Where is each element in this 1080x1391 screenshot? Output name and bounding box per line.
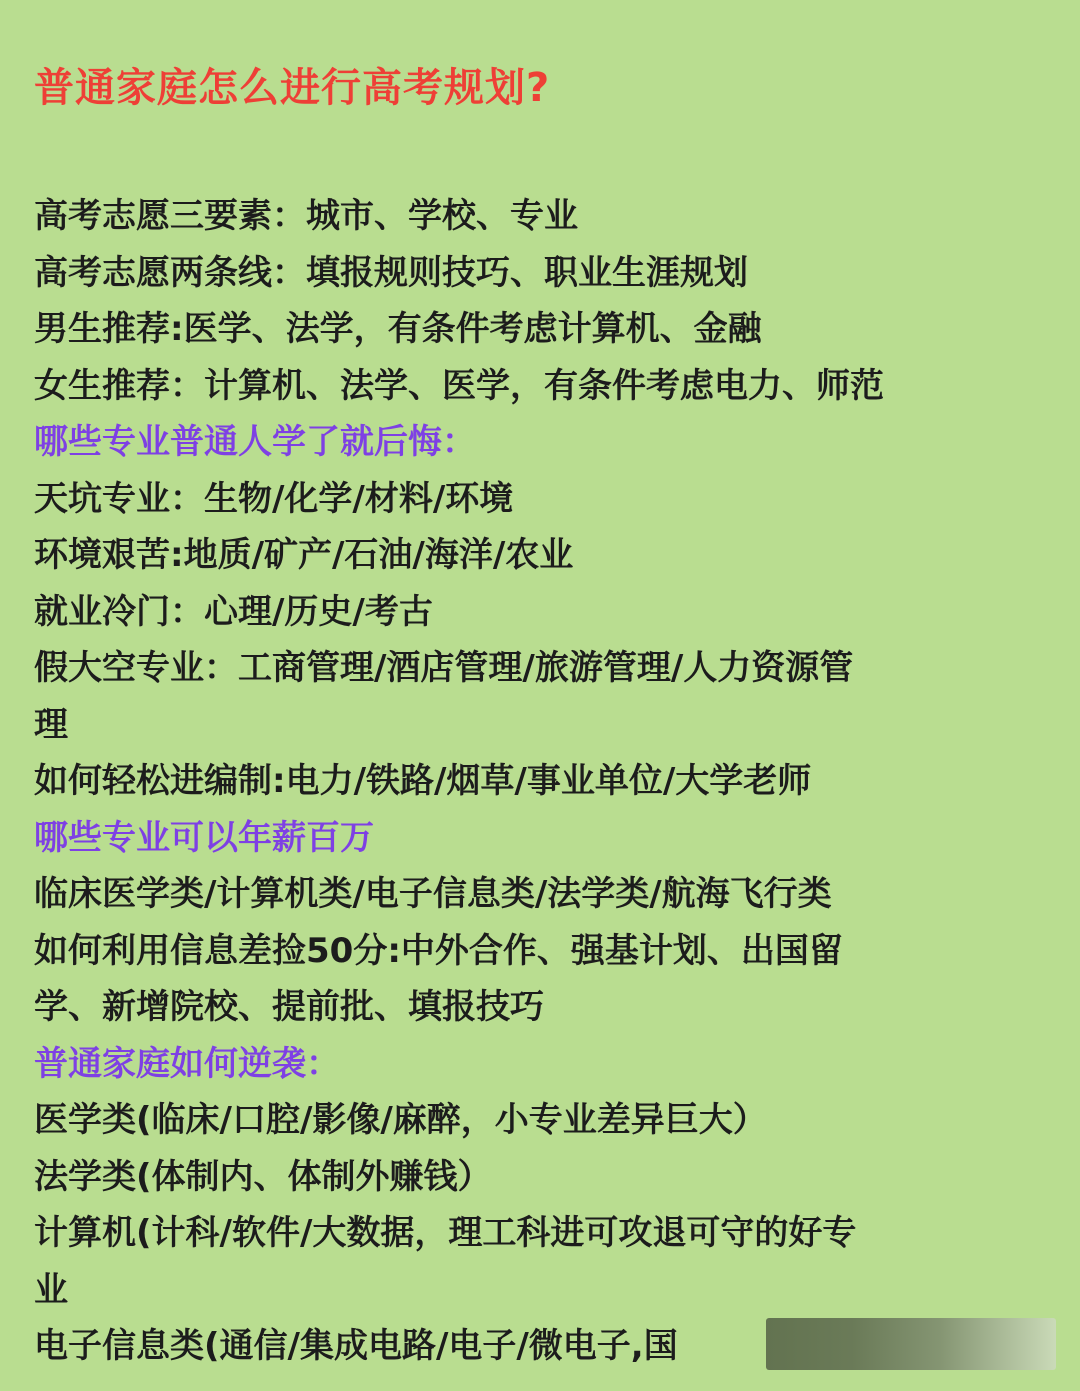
text-line: 就业冷门：心理/历史/考古 (34, 591, 433, 632)
content-body (34, 188, 1064, 1375)
text-line: 高考志愿三要素：城市、学校、专业 (34, 196, 578, 236)
text-line: 女生推荐：计算机、法学、医学，有条件考虑电力、师范 (34, 365, 884, 406)
text-line: 临床医学类/计算机类/电子信息类/法学类/航海飞行类 (34, 874, 832, 914)
text-line: 高考志愿两条线：填报规则技巧、职业生涯规划 (34, 252, 748, 293)
section-heading: 哪些专业可以年薪百万 (34, 817, 374, 858)
text-line: 电子信息类(通信/集成电路/电子/微电子,国 (34, 1326, 678, 1366)
text-line: 计算机(计科/软件/大数据，理工科进可攻退可守的好专 (34, 1213, 857, 1253)
text-line: 如何利用信息差捡50分:中外合作、强基计划、出国留 (34, 930, 843, 971)
text-line: 法学类(体制内、体制外赚钱） (34, 1156, 492, 1197)
text-line: 天坑专业：生物/化学/材料/环境 (34, 478, 514, 519)
watermark-overlay (766, 1318, 1056, 1370)
text-line: 医学类(临床/口腔/影像/麻醉，小专业差异巨大） (34, 1100, 767, 1140)
page-title: 普通家庭怎么进行高考规划? (34, 65, 551, 111)
text-line: 如何轻松进编制:电力/铁路/烟草/事业单位/大学老师 (34, 761, 812, 801)
text-line: 假大空专业：工商管理/酒店管理/旅游管理/人力资源管 (34, 648, 854, 688)
text-line: 男生推荐:医学、法学，有条件考虑计算机、金融 (34, 309, 762, 349)
text-line: 理 (34, 704, 68, 745)
section-heading: 普通家庭如何逆袭： (34, 1043, 340, 1084)
section-heading: 哪些专业普通人学了就后悔： (34, 422, 476, 462)
text-line: 环境艰苦:地质/矿产/石油/海洋/农业 (34, 535, 574, 575)
text-line: 学、新增院校、提前批、填报技巧 (34, 987, 544, 1027)
text-line: 业 (34, 1269, 68, 1310)
